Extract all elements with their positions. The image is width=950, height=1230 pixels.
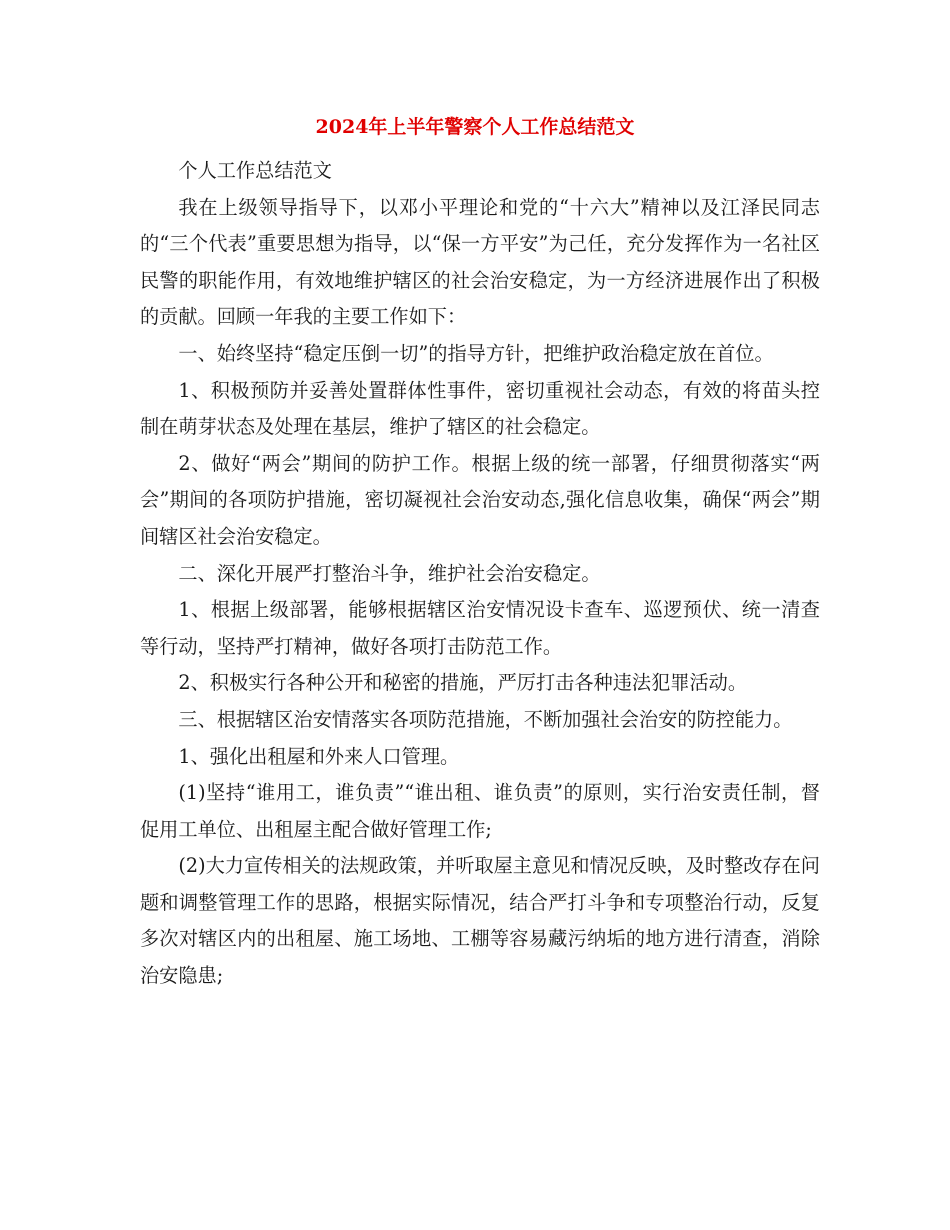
body-paragraph: 我在上级领导指导下，以邓小平理论和党的“十六大”精神以及江泽民同志的“三个代表”重要思想为指导，以“保一方平安”为己任，充分发挥作为一名社区民警的职能作用，有效地维护辖区的社会治安稳定，为一方经济进展作出了积极的贡献。回顾一年我的主要工作如下： (140, 195, 820, 329)
section-heading-paragraph: 二、深化开展严打整治斗争，维护社会治安稳定。 (178, 561, 601, 585)
body-paragraph: 2、积极实行各种公开和秘密的措施，严厉打击各种违法犯罪活动。 (178, 671, 748, 695)
body-paragraph: (1)坚持“谁用工，谁负责”“谁出租、谁负责”的原则，实行治安责任制，督促用工单位、出租屋主配合做好管理工作; (140, 781, 820, 841)
body-paragraph: 2、做好“两会”期间的防护工作。根据上级的统一部署，仔细贯彻落实“两会”期间的各项防护措施，密切凝视社会治安动态,强化信息收集，确保“两会”期间辖区社会治安稳定。 (140, 451, 820, 548)
section-heading-paragraph: 三、根据辖区治安情落实各项防范措施，不断加强社会治安的防控能力。 (178, 707, 793, 731)
body-paragraph: 1、根据上级部署，能够根据辖区治安情况设卡查车、巡逻预伏、统一清查等行动，坚持严打精神，做好各项打击防范工作。 (140, 598, 820, 658)
document-title: 2024年上半年警察个人工作总结范文 (315, 116, 635, 138)
body-paragraph: 1、强化出租屋和外来人口管理。 (178, 744, 460, 768)
section-heading-paragraph: 一、始终坚持“稳定压倒一切”的指导方针，把维护政治稳定放在首位。 (178, 341, 774, 365)
subtitle-paragraph: 个人工作总结范文 (178, 159, 332, 182)
body-paragraph: 1、积极预防并妥善处置群体性事件，密切重视社会动态，有效的将苗头控制在萌芽状态及处理在基层，维护了辖区的社会稳定。 (140, 378, 820, 439)
document-body (140, 153, 820, 995)
body-paragraph: (2)大力宣传相关的法规政策，并听取屋主意见和情况反映，及时整改存在问题和调整管理工作的思路，根据实际情况，结合严打斗争和专项整治行动，反复多次对辖区内的出租屋、施工场地、工棚等容易藏污纳垢的地方进行清查，消除治安隐患; (140, 854, 820, 988)
